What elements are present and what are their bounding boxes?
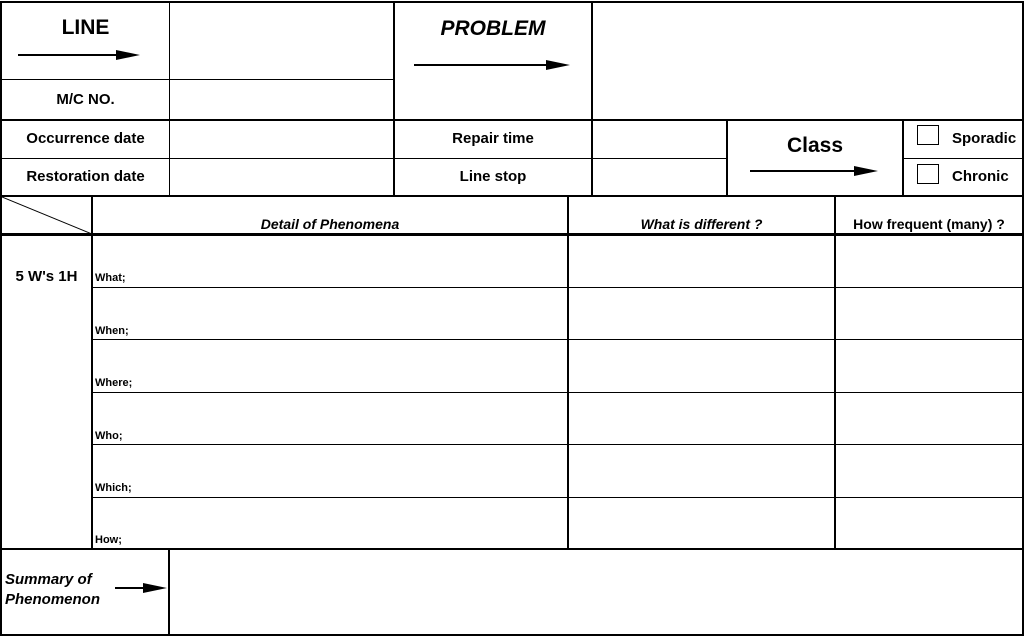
where-different-cell[interactable] [569,340,834,392]
corner-diagonal [2,197,92,234]
row-label-how: How; [95,534,122,546]
occurrence-date-label: Occurrence date [26,130,145,147]
problem-arrow-icon [414,58,570,72]
how-different-cell[interactable] [569,498,834,548]
row-label-which: Which; [95,482,132,494]
sporadic-label: Sporadic [952,130,1017,147]
mc-no-input[interactable] [171,80,393,119]
repair-time-label: Repair time [452,130,534,147]
five-w-one-h-label: 5 W's 1H [15,268,78,285]
column-header-frequency: How frequent (many) ? [853,216,1005,232]
row-label-what: What; [95,272,126,284]
column-header-detail: Detail of Phenomena [260,216,400,232]
when-frequency-cell[interactable] [836,288,1022,339]
column-header-different: What is different ? [640,216,763,232]
line-input[interactable] [171,3,393,79]
restoration-date-input[interactable] [171,159,393,195]
h-line-info-mid-right [903,158,1024,159]
what-frequency-cell[interactable] [836,236,1022,287]
where-frequency-cell[interactable] [836,340,1022,392]
v-line-903 [902,120,904,196]
how-frequency-cell[interactable] [836,498,1022,548]
v-line-592 [591,1,593,196]
h-line-header-bottom [0,119,1024,121]
when-detail-cell[interactable] [140,288,567,339]
class-label: Class [786,134,844,157]
problem-label: PROBLEM [440,17,546,40]
line-label: LINE [61,16,110,39]
where-detail-cell[interactable] [140,340,567,392]
class-arrow-icon [750,164,878,178]
v-line-727 [726,120,728,196]
when-different-cell[interactable] [569,288,834,339]
repair-time-input[interactable] [594,121,726,158]
which-different-cell[interactable] [569,445,834,497]
who-different-cell[interactable] [569,393,834,444]
chronic-checkbox[interactable] [917,164,939,184]
summary-arrow-icon [115,581,167,595]
summary-label-line1: Summary of [5,571,92,588]
occurrence-date-input[interactable] [171,121,393,158]
who-frequency-cell[interactable] [836,393,1022,444]
chronic-label: Chronic [952,168,1009,185]
row-label-who: Who; [95,430,123,442]
h-line-info-bottom [0,195,1024,197]
what-different-cell[interactable] [569,236,834,287]
who-detail-cell[interactable] [140,393,567,444]
what-detail-cell[interactable] [140,236,567,287]
mc-no-label: M/C NO. [56,91,115,108]
sporadic-checkbox[interactable] [917,125,939,145]
line-stop-input[interactable] [594,159,726,195]
v-line-169-top [169,1,170,196]
line-arrow-icon [18,48,140,62]
which-frequency-cell[interactable] [836,445,1022,497]
row-label-where: Where; [95,377,133,389]
problem-input[interactable] [594,3,1022,119]
summary-label-line2: Phenomenon [5,591,101,608]
summary-input[interactable] [170,550,1022,634]
how-detail-cell[interactable] [140,498,567,548]
row-label-when: When; [95,325,129,337]
line-stop-label: Line stop [459,168,527,185]
restoration-date-label: Restoration date [26,168,145,185]
which-detail-cell[interactable] [140,445,567,497]
